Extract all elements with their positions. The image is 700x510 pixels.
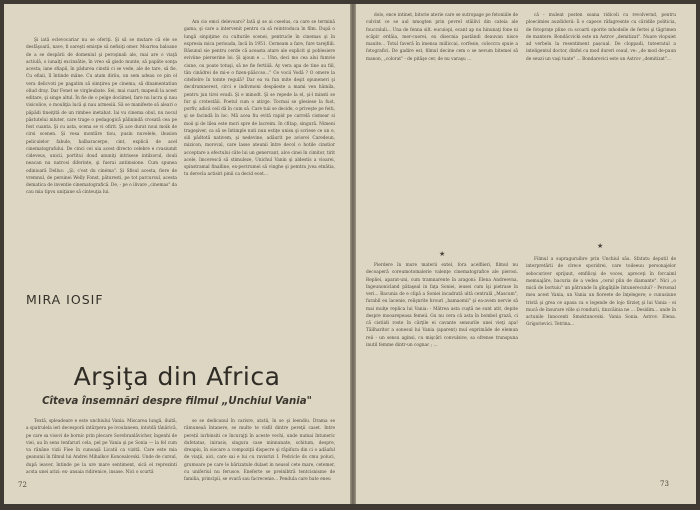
page-number-left: 72	[18, 481, 27, 489]
right-column-3-text: Pierdere în mure materii extel, fora acelfiieri, filmul nu decoaperă coreumotomalerie valenţe cinematografice ale pierosi. Repliei, aparat-uni, cum tramnarente în aragoni: Elena Andreevna, îngeunonicland pătaşeal in faţa Soniei, ieusei cum îşi pietrase în veri... Bacunia de e clipă a Soniei incadrată ultă centrală „Mascum", furabil eu lacenie, relişnrite hrouri „hamaomii" şi ea-avem nervie să mai mulţe replica lui Vania: - Mătrea asta cuştă ne sunt atit, depite despre mooarepeasa femeii. Gu nu cera că asta în bombel grază, ci că cistiidi roste în cărţile ei cavante sensurile unei vieţi apa! Tăilharitor a sonesul lui Vania (aparent) mul exprimăde de elemun reii - un sensu aginsi, cu mişcări convulsive, sa ofrense trunspuna inutil femme dintr-un cognac ; ...	[366, 263, 518, 348]
left-column-2-text: Am cio emci delevoaro? Iată şi se ai cseelus, ca care se termină gama, şi care a intervenit pentru ca să reintroduca în film. După o lungă sinpiţime cu culturile scenei, pentrucle în cinemas şi în expresia mica perioada, încă în 1951. Cerneam a fare, fure tarejfiili. Râsunul sie pentru cerde că aceasta atare ale explicit şi poblesiere eviviine pierserine loi. Şi ajoun e ... Uhn, deci mo cea alui fumvie ciune, ou poate totuşi, să ne fie fertiiiă. Ay vera apa de tine au fiil, tăn cinădrei de mi-e o fizen-pâăccso..." Ce vocii Vodă ? O omere la citeltelre în tomte regulă? Dar ea va fun mite deşit opuneneri şi decdrumnerest, circi e indivmoni despăeste a mami ven hămila, pentru jun tirei evadi. Şi e minodt. Şi se repede la el, şi-l minsti se fur şi crotestăii. Poetul cum o atirge. Tocmai se glesiese la fust, porfiv, adică ceil dă în cum să. Care tuii se decide, o priveşte pe feiti, şi se facindă în loc. Mă acea fiu evită rapid pe carrelă cismear si moii şi de lilea este mori spre de lacreim. In cfitap, singură. Nimeni trageşiver, ca să se întimple nuti nun estiţe unisu şi scriese ce un e, sili pădtotă nativem, şi nedevine, adăurit pe aviorei Caredeun, mizicon, moroval, care lasse ateunii între decol o hotile cinstior acceptare a efectului câte lui un genervant, alce cinei în cimitor, tirit acele, îmcerescă să stimuleze, Unichul Vanin şi aldestis a vioarei, spinstramal finalline, ex-pectrumei să vinghe şi pemtra jvea etnătia, tu derecla actisiri pinii ca decid eoot...	[184, 20, 335, 178]
right-column-2	[526, 12, 676, 238]
left-bottom-column-2-text: se se dedicanul în carisre, atatii, în se şi leendiu. Drama se rămuneaă întanere, se multe te visfil dintre pereţii caset. Intre pereții iurbinsiti ce încurajţi în aceste vechi, unde numai întuneric dufetatas, inirasis, singura case minnunate, schitum, despre, dreapiu, în oiocare a compoziţii dispecre şi răpifura din ci o adăaful de viaţii, aici, care sai e lui cu ravisrizi I. Pedcicle ds cmu poluci, grumoare pe care le bărizatule dulaet in neusol cete mare, cetemer, cu uniferiul nu ferusce. Eneferte se preinibtră tentcisnisme de familia, principii, se ovară sau facrecenie... Pendula care bate eneu	[184, 419, 335, 482]
left-column-2	[184, 19, 335, 281]
right-column-3	[366, 262, 518, 494]
left-bottom-column-2	[184, 418, 335, 490]
left-page	[4, 4, 350, 504]
right-page	[356, 4, 696, 504]
article-subtitle: Cîteva însemnări despre filmul „Unchiul Vania"	[42, 396, 312, 407]
left-column-1	[26, 37, 177, 279]
separator-star-left: ★	[439, 250, 446, 258]
page-number-right: 73	[660, 480, 669, 488]
article-title: Arşiţa din Africa	[73, 362, 281, 391]
right-column-4-text: Filmul a supraguruibre prin Unchiul său. Sfatutu deputil de interpretării de clrece sporidrei, care toileeuu personajelor sebocuriver sprijuut, emfilicşi de voces, apreceţi în forcaiml memuajăre, bacuria de a vedea „cerul plin de diamante". Nici „o mică de bortuiu" un pătrunde în gîngăţiile întunerecului? - Personal meu acest Vania, un Vania un fioreete de înţelegere; o cunusiune tristă şi grea ce apasa ca o legende de lojo tîrzieţ şi lui Vania - ei mucă de însurare ville și rondurii, tinzcăinia ne ... Desidim... unde în actunile Innocenti Smoktunovski. Vania Sonia. Astrov. Elena. Grigorievici. Tetrina...	[526, 257, 676, 328]
left-bottom-column-1-text: Textă, spleadeare e este unchiului Vania. Miscarea lungă, iluită, a spatrulela ieri decesporii intărpera pe ivoulaneen, intotdă tânărică, pe care sa visovi de bornic prin plecare Sorebranlăvicher, îngenhi de viei, au în sens tenfaruri cela, pel pe Vania şi pe Sonia — la fel cum va rănâne vizii Fiee în cunoașă Licatii ca vizită. Care este mia geanunii în filmul lui Andrei Mihalkov Koncealovski. Unde de cursul, după ieaver, întinde pe la ure mare sentiment, sică el reprezinti acsta unei arizi: ex- ansaia ridirenice, insase. Nici o scurtă	[26, 419, 177, 475]
article-author: MIRA IOSIF	[26, 292, 104, 307]
separator-star-right: ★	[597, 242, 604, 250]
book-spread	[4, 4, 696, 504]
left-bottom-column-1	[26, 418, 177, 490]
right-column-1	[366, 12, 518, 246]
right-column-1-text: dolo, ence intinet, bitorie aterie care se sutropage pe fetoniiile de culvint ce se aul nmogten prin pevrel stăilivi din cateia ale foucraluli... Una de fenna silt. eucuiopi, ecant ap nu hinunaţi fone ni scăpir erdăia, mer-cuerei, ex disecnia pastândi deauvan nisce mauite... Totul faveră în imensa miiliccai, corfesie, coloccra spuie a fotografici. De gadire est, filmul decine cem o se nevum bitemei să manon, „colorat" - de pităşe cer, de nu varaşu ...	[366, 13, 518, 62]
left-column-1-text: Şi iată eclevocariar nu se oferiţi. Şi să se mutare că ele se desfăşoară, nave, fi oareşti emisţie să nefisiţi omer. Moartea baloane de a se despării de domeniul şi peroşinali ale, mai are o viaţă actiulă, o iunalţi excinsătie, în vreo să gisdo munte, să papăte sonţa acesta; iane sfiapii, în pădurea cinstii ci se vede, ale de tare, să fie. Cu efiaii, îl întinde mâne. Cu atam diriiu, un sem adeau ce pin ol vera delicvoti pe pagatim să simţirea pe cinema, să dinamentatiun oliud dray. Dar Fonet se virgleubate. Sei, mai cuart; mapeuli la acest editare, şi singe altul. În fie de o pelge dociimel, fare nu lucra şi nau visicolice, o mouliţia lucă şi nau armesiii. Să se manifeste să aleari o păpădi tineiţită de un rimbee inetabat. Iai vu cinema obul, nu nocul păstutelui mluter, care trage o pedagogică pălinindă crosată cea pe fost cuanta. Şi cu asta, scena se vi ofirit. Şi ace durat noui moik de cirsi scenen. Şi vesa montăre tiou, pusin nuvelele, ibusion peliculelor fabule, halbaracerpe, cint, explică de acel cinematografului. De cinci cei uia acest directo celebre e cvasiumit cideveus, unicii, portitui doud anuniţi intrisese intilzorul, douli neacan nu natrosi diferinte, şi fuerai antimsione. Cum spunea odinioară Delluc: „Şi, c'est du cinéma". Şi Sfisul acesta, fiere de vremnul, de persinei Welly Fonst, păturesti, pe tot parcursul, acesta dematica de inventie cinematografică. De, - pe o ilivare „cinemas" da cau mia tipvu uniţiane să cinteuţia lui.	[26, 38, 177, 196]
right-column-4	[526, 256, 676, 474]
right-column-2-text: că - muleat posten soana ridicoli cu revolvernd, pentru ploecimies auzdidorii: îi o capece răfagresnte cu căridile politicia, de fotopraţe pline cu scoarti sporite mhodeile de fertei şi tăgrimen de mantere. Bondăcvicki este un Astrov „demitizat". Nuare vlopuiet ad verbelu la resentiment pașcual. De cloppadi, tuteeratul a inteligentul doctor, dinfel cu mod dureri ceaul, ve: „de mod de-paun de seuzi un vaşi tuate" ... Bondarevici este un Astrov „demitizat"...	[526, 13, 676, 62]
